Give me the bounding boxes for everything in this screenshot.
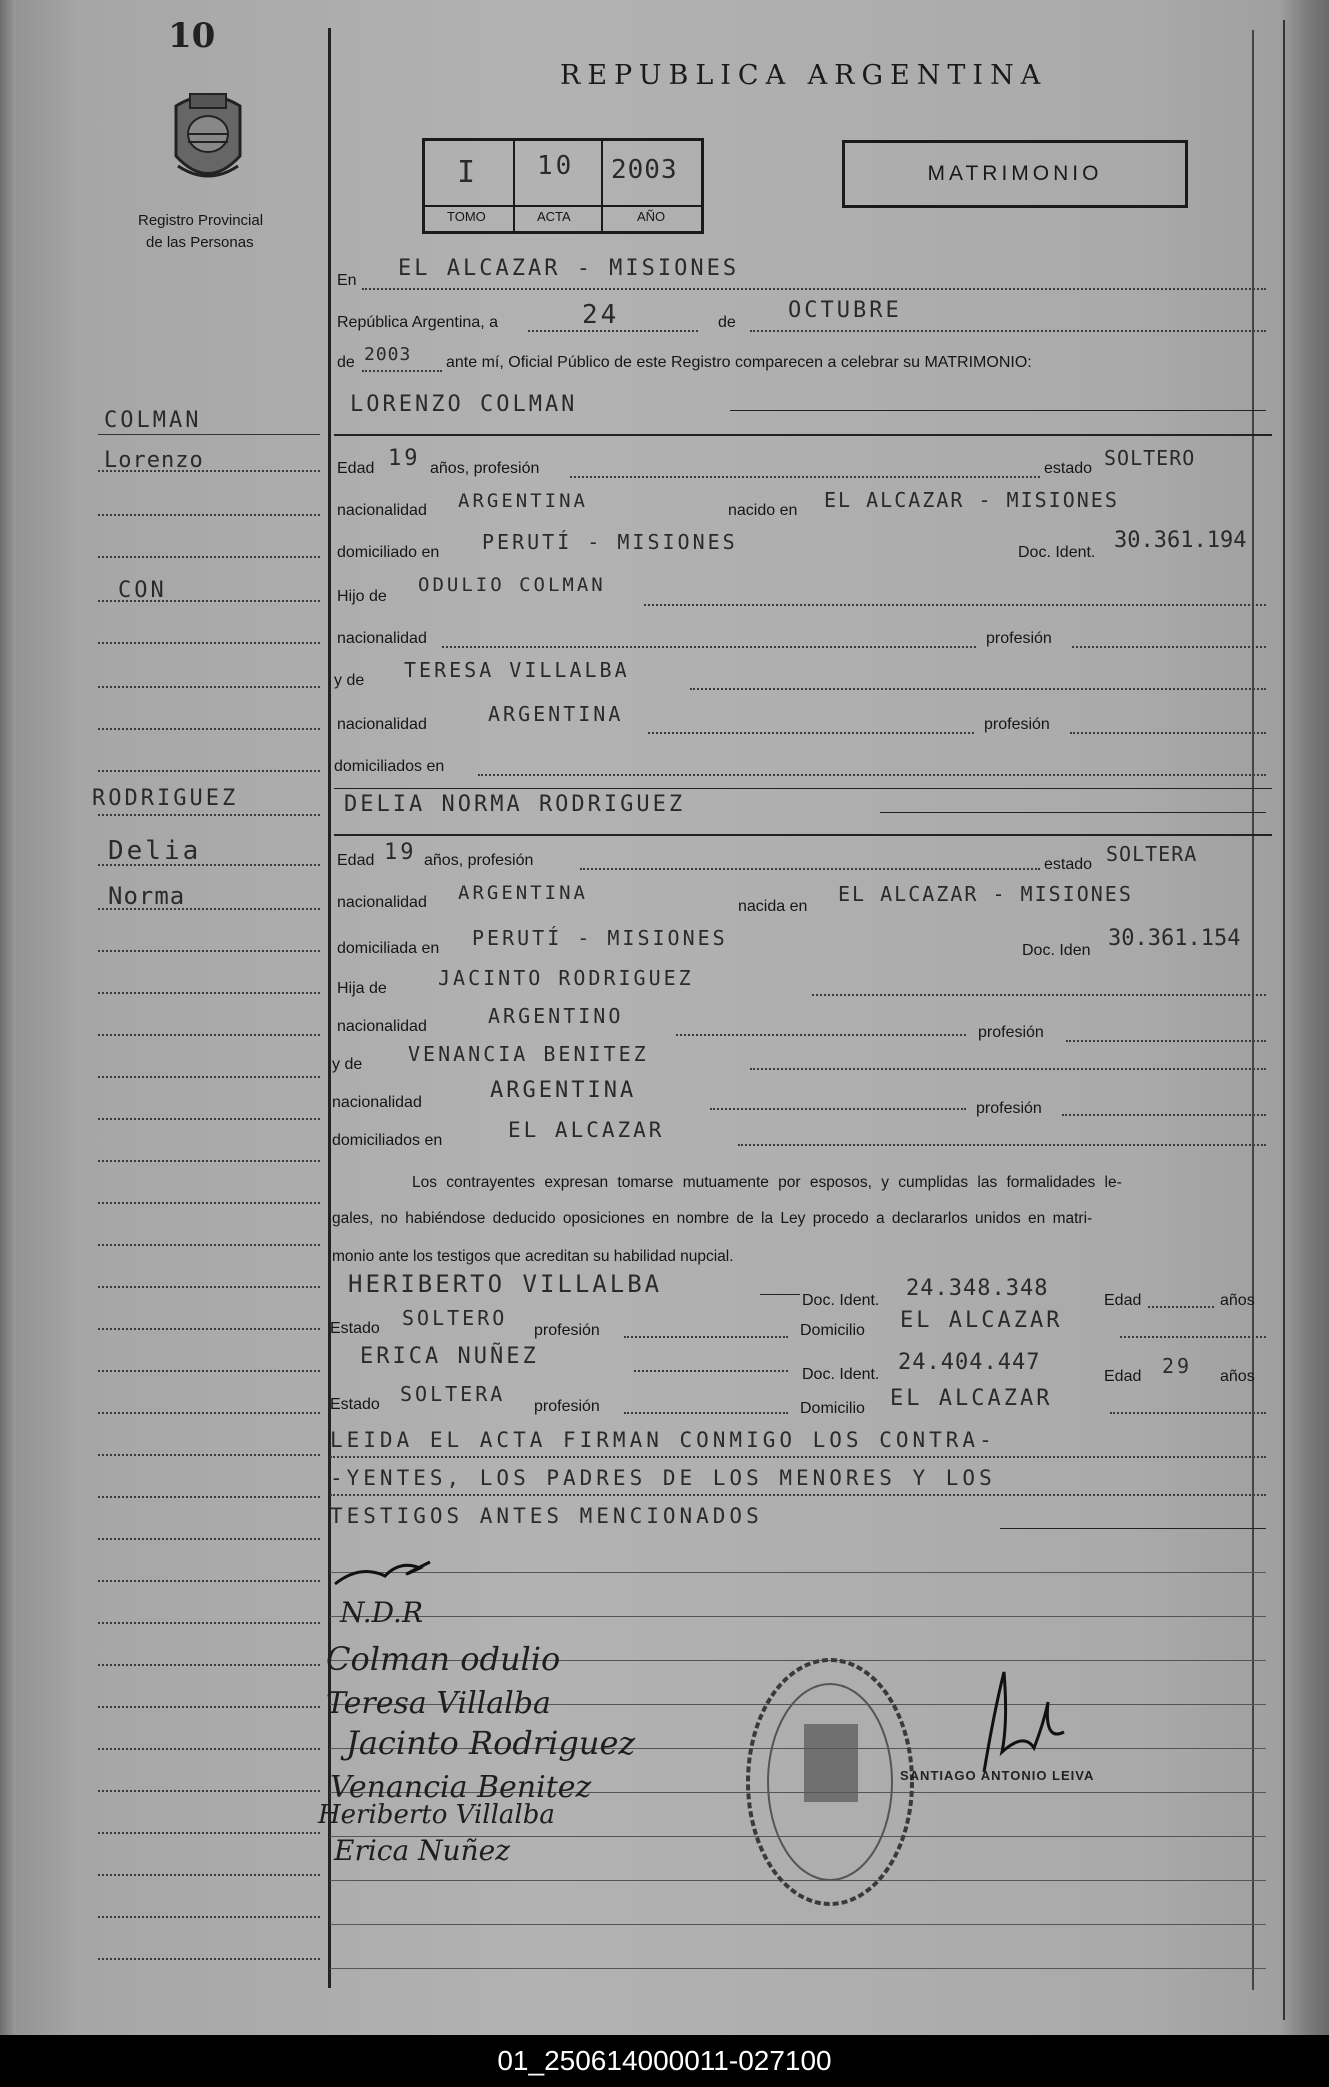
groom-nacido-label: nacido en [728,502,798,519]
record-number-box [422,138,704,234]
bride-father-nac: ARGENTINO [488,1004,624,1028]
declaration-line2: gales, no habiéndose deducido oposiciones en nombre de la Ley procedo a declararlos unidos en matri- [332,1210,1093,1227]
bride-nacionalidad-label: nacionalidad [337,894,427,911]
bride-full-name: DELIA NORMA RODRIGUEZ [344,792,686,817]
margin-con: CON [118,578,167,603]
bride-hija-label: Hija de [337,980,387,997]
bride-father: JACINTO RODRIGUEZ [438,966,694,990]
witness1-domicilio: EL ALCAZAR [900,1308,1063,1333]
ano-label: AÑO [637,209,666,224]
tomo-label: TOMO [447,209,486,224]
bride-doc: 30.361.154 [1108,926,1241,951]
signature-2: Colman odulio [326,1640,561,1678]
document-type-box [842,140,1188,208]
footer-bar [0,2035,1329,2087]
groom-full-name: LORENZO COLMAN [350,392,578,417]
groom-mother: TERESA VILLALBA [404,658,630,682]
witness2-estado-label: Estado [330,1396,380,1413]
witness2-doc: 24.404.447 [898,1350,1041,1375]
acta-label: ACTA [537,209,571,224]
witness1-estado: SOLTERO [402,1306,508,1330]
bride-doc-label: Doc. Iden [1022,942,1091,959]
groom-anos-profesion-label: años, profesión [430,460,540,477]
bride-domicilio: PERUTÍ - MISIONES [472,926,728,950]
bride-domiciliados: EL ALCAZAR [508,1118,665,1142]
margin-groom-surname: COLMAN [104,408,202,433]
republic-label: República Argentina, a [337,314,498,331]
year-prefix: de [337,354,355,371]
witness2-domicilio-label: Domicilio [800,1400,865,1417]
registry-name-line2: de las Personas [146,234,254,251]
signature-4: Jacinto Rodriguez [346,1724,636,1762]
bride-y-de-label: y de [332,1056,363,1073]
signature-1: N.D.R [340,1596,424,1629]
witness2-name: ERICA NUÑEZ [360,1344,539,1369]
official-stamp-name: SANTIAGO ANTONIO LEIVA [900,1768,1095,1783]
witness2-edad: 29 [1162,1354,1193,1378]
official-seal-icon [740,1652,920,1912]
groom-hijo-label: Hijo de [337,588,387,605]
bride-father-nac-label: nacionalidad [337,1018,427,1035]
witness1-profesion-label: profesión [534,1322,600,1339]
margin-bride-given1: Delia [108,836,202,866]
bride-edad-label: Edad [337,852,375,869]
preamble: ante mí, Oficial Público de este Registro comparecen a celebrar su MATRIMONIO: [446,354,1032,371]
footer-id: 01_250614000011-027100 [497,2045,832,2076]
de-label: de [718,314,736,331]
witness2-estado: SOLTERA [400,1382,506,1406]
signature-7: Erica Nuñez [334,1834,510,1867]
bride-mother: VENANCIA BENITEZ [408,1042,649,1066]
groom-father-prof-label: profesión [986,630,1052,647]
groom-mother-prof-label: profesión [984,716,1050,733]
page-number: 10 [168,16,216,56]
groom-domiciliados-label: domiciliados en [334,758,445,775]
registry-name-line1: Registro Provincial [138,212,264,229]
groom-nacido-en: EL ALCAZAR - MISIONES [824,488,1119,512]
declaration-line3: monio ante los testigos que acreditan su habilidad nupcial. [332,1248,734,1265]
witness1-domicilio-label: Domicilio [800,1322,865,1339]
groom-father-nac-label: nacionalidad [337,630,427,647]
bride-domiciliada-label: domiciliada en [337,940,440,957]
ano-value: 2003 [611,155,678,185]
groom-mother-nac: ARGENTINA [488,702,624,726]
signature-6: Heriberto Villalba [318,1800,555,1830]
groom-father: ODULIO COLMAN [418,574,606,596]
closing-line1: LEIDA EL ACTA FIRMAN CONMIGO LOS CONTRA- [330,1428,996,1452]
witness1-edad-label: Edad [1104,1292,1142,1309]
tomo-value: I [457,155,479,190]
witness2-anos-label: años [1220,1368,1255,1385]
witness1-name: HERIBERTO VILLALBA [348,1270,663,1298]
acta-value: 10 [537,151,575,181]
bride-domiciliados-label: domiciliados en [332,1132,443,1149]
declaration-line1: Los contrayentes expresan tomarse mutuamente por esposos, y cumplidas las formalidades le- [412,1174,1122,1191]
witness1-doc: 24.348.348 [906,1276,1049,1301]
closing-line3: TESTIGOS ANTES MENCIONADOS [330,1504,763,1528]
bride-nacida-label: nacida en [738,898,808,915]
bride-father-prof-label: profesión [978,1024,1044,1041]
country-title: REPUBLICA ARGENTINA [560,60,1048,91]
witness2-profesion-label: profesión [534,1398,600,1415]
margin-bride-surname: RODRIGUEZ [92,786,239,811]
bride-nacida-en: EL ALCAZAR - MISIONES [838,882,1133,906]
witness2-doc-label: Doc. Ident. [802,1366,880,1383]
groom-nacionalidad: ARGENTINA [458,490,588,512]
groom-edad: 19 [388,446,421,471]
groom-nacionalidad-label: nacionalidad [337,502,427,519]
groom-doc-label: Doc. Ident. [1018,544,1096,561]
marriage-place: EL ALCAZAR - MISIONES [398,256,740,281]
page-edge-left [0,0,16,2035]
groom-domicilio: PERUTÍ - MISIONES [482,530,738,554]
marriage-day: 24 [582,300,620,330]
page-fold-line [1283,20,1285,2020]
groom-doc: 30.361.194 [1114,528,1247,553]
bride-mother-nac-label: nacionalidad [332,1094,422,1111]
document-type: MATRIMONIO [927,162,1103,185]
en-label: En [337,272,357,289]
bride-anos-profesion-label: años, profesión [424,852,534,869]
right-margin-rule [1252,30,1254,1990]
witness1-doc-label: Doc. Ident. [802,1292,880,1309]
closing-line2: -YENTES, LOS PADRES DE LOS MENORES Y LOS [330,1466,996,1490]
provincial-seal-icon [168,86,248,196]
groom-mother-nac-label: nacionalidad [337,716,427,733]
margin-bride-given2: Norma [108,882,186,910]
signature-5: Venancia Benitez [330,1770,592,1805]
bride-mother-nac: ARGENTINA [490,1078,637,1103]
bride-mother-prof-label: profesión [976,1100,1042,1117]
groom-estado-label: estado [1044,460,1093,477]
bride-estado-label: estado [1044,856,1093,873]
officer-initial-mark [330,1554,440,1594]
bride-nacionalidad: ARGENTINA [458,882,588,904]
margin-groom-given: Lorenzo [104,448,204,473]
witness2-edad-label: Edad [1104,1368,1142,1385]
marriage-month: OCTUBRE [788,298,902,323]
witness2-domicilio: EL ALCAZAR [890,1386,1053,1411]
witness1-anos-label: años [1220,1292,1255,1309]
marriage-year: 2003 [364,344,412,365]
official-signature-mark [964,1662,1084,1782]
groom-edad-label: Edad [337,460,375,477]
bride-estado: SOLTERA [1106,842,1198,866]
groom-y-de-label: y de [334,672,365,689]
groom-estado: SOLTERO [1104,446,1196,470]
signature-3: Teresa Villalba [326,1686,551,1721]
groom-domiciliado-label: domiciliado en [337,544,440,561]
bride-edad: 19 [384,840,417,865]
witness1-estado-label: Estado [330,1320,380,1337]
page-edge-right [1279,0,1329,2035]
